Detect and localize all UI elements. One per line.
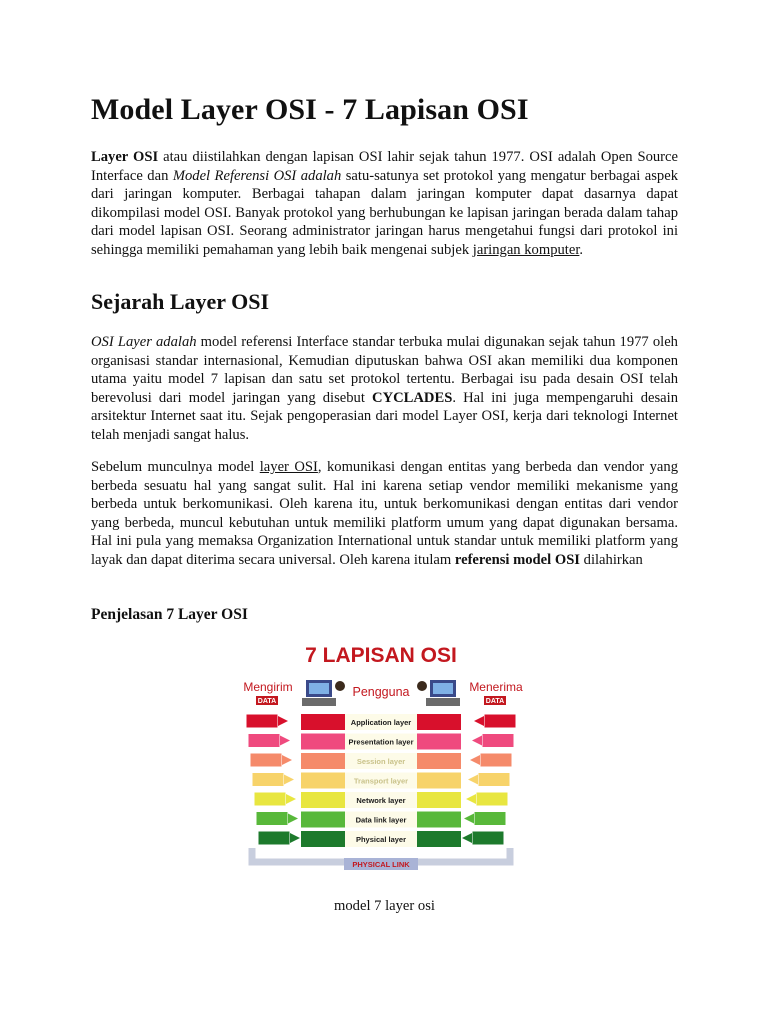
history-paragraph: OSI Layer adalah model referensi Interface standar terbuka mulai digunakan sejak tahun 1977 oleh organisasi standar internasional, Kemudian diputuskan bahwa OSI akan memiliki dua komponen utama yaitu model 7 lapisan dan satu set protokol tertentu. Berbagai isu pada desain OSI telah berevolusi dari model jaringan yang disebut CYCLADES. Hal ini juga mempengaruhi desain arsitektur Internet saat itu. Sejak pengoperasian dari model Layer OSI, kerja dari teknologi Internet telah menjadi sangat halus. [91, 334, 679, 443]
sender-label: Mengirim [243, 680, 293, 694]
history-italic: OSI Layer adalah [91, 334, 197, 350]
diagram-title: 7 LAPISAN OSI [305, 644, 457, 667]
before-paragraph: Sebelum munculnya model layer OSI, komunikasi dengan entitas yang berbeda dan vendor yang berbeda sesuatu hal yang sangat sulit. Hal ini karena setiap vendor memiliki mekanisme yang berbeda untuk berkomunikasi. Oleh karena itu, untuk berkomunikasi dengan entitas dari vendor yang berbeda, muncul kebutuhan untuk memiliki platform umum yang dapat digunakan bersama. Hal ini pula yang memaksa Organization International untuk standar untuk memiliki platform yang layak dan dapat diterima secara universal. Oleh karena itulam referensi model OSI dilahirkan [91, 459, 678, 568]
section-heading: Sejarah Layer OSI [91, 289, 270, 314]
svg-text:DATA: DATA [485, 698, 505, 705]
osi-diagram-svg [238, 636, 524, 880]
intro-italic: Model Referensi OSI adalah [172, 167, 342, 184]
svg-text:DATA: DATA [257, 698, 277, 705]
link-layer-osi[interactable]: layer OSI [259, 459, 318, 475]
intro-paragraph: Layer OSI atau diistilahkan dengan lapisan OSI lahir sejak tahun 1977. OSI adalah Open Source Interface dan Model Referensi OSI adalah satu-satunya set protokol yang mengatur berbagai aspek dari jaringan komputer. Berbagai tahapan dalam jaringan komputer dapat dasarnya dapat dikompilasi model OSI. Banyak protokol yang berhubungan ke lapisan jaringan berada dalam tahap dari model lapisan OSI. Seorang administrator jaringan harus mengetahui fungsi dari protokol ini sehingga memiliki pemahaman yang lebih baik mengenai subjek jaringan komputer. [91, 149, 678, 258]
osi-layer-label: Presentation layer [348, 737, 414, 747]
subsection-heading: Penjelasan 7 Layer OSI [91, 606, 248, 623]
user-label: Pengguna [352, 685, 410, 699]
receiver-label: Menerima [469, 680, 523, 694]
osi-layer-label: Physical layer [355, 835, 407, 844]
referensi-term: referensi model OSI [454, 551, 580, 568]
cyclades-term: CYCLADES [372, 389, 453, 406]
intro-term: Layer OSI [91, 149, 159, 165]
osi-diagram [238, 636, 524, 880]
osi-layer-label: Transport layer [353, 776, 409, 786]
svg-text:PHYSICAL LINK: PHYSICAL LINK [352, 860, 410, 869]
osi-layer-label: Data link layer [355, 815, 407, 825]
osi-layer-label: Network layer [356, 796, 406, 805]
link-jaringan-komputer[interactable]: jaringan komputer [472, 241, 580, 258]
figure-caption: model 7 layer osi [334, 898, 435, 914]
osi-layer-label: Session layer [356, 757, 406, 766]
page-title: Model Layer OSI - 7 Lapisan OSI [91, 93, 529, 126]
osi-layer-label: Application layer [350, 718, 412, 727]
